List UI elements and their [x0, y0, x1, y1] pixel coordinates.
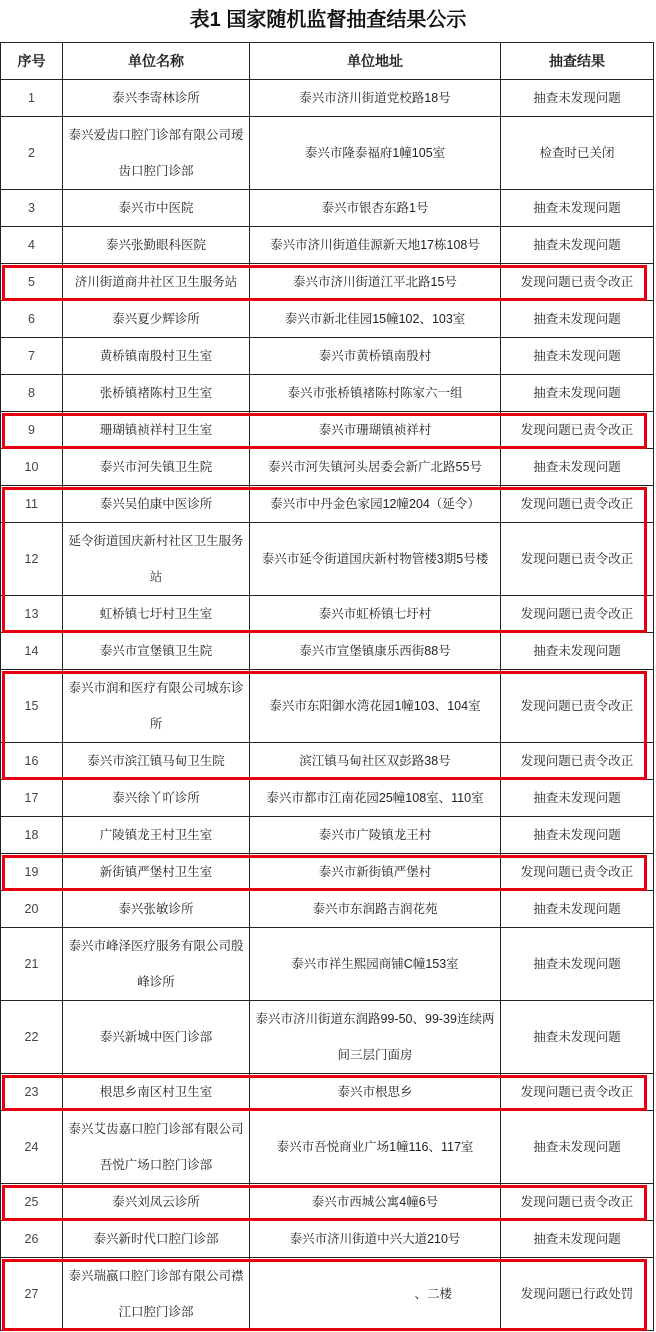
row-unit-address: 泰兴市吾悦商业广场1幢116、117室 — [250, 1111, 501, 1184]
row-result: 发现问题已责令改正 — [501, 412, 654, 449]
row-result: 检查时已关闭 — [501, 117, 654, 190]
table-row — [1, 227, 654, 264]
row-result: 抽查未发现问题 — [501, 1001, 654, 1074]
row-serial: 3 — [1, 190, 63, 227]
row-result: 发现问题已责令改正 — [501, 1074, 654, 1111]
row-unit-address: 泰兴市张桥镇褚陈村陈家六一组 — [250, 375, 501, 412]
row-result: 发现问题已责令改正 — [501, 854, 654, 891]
table-row — [1, 375, 654, 412]
table-row — [1, 1111, 654, 1184]
row-unit-name: 泰兴张敏诊所 — [63, 891, 250, 928]
row-unit-name: 延令街道国庆新村社区卫生服务站 — [63, 523, 250, 596]
table-row — [1, 412, 654, 449]
row-serial: 11 — [1, 486, 63, 523]
row-serial: 21 — [1, 928, 63, 1001]
row-serial: 18 — [1, 817, 63, 854]
table-row — [1, 80, 654, 117]
header-unit-address: 单位地址 — [250, 43, 501, 80]
row-unit-name: 泰兴徐丫吖诊所 — [63, 780, 250, 817]
row-result: 发现问题已责令改正 — [501, 1184, 654, 1221]
row-unit-name: 泰兴新城中医门诊部 — [63, 1001, 250, 1074]
table-header-row — [1, 43, 654, 80]
row-serial: 10 — [1, 449, 63, 486]
row-result: 抽查未发现问题 — [501, 1111, 654, 1184]
table-row — [1, 117, 654, 190]
table-row — [1, 817, 654, 854]
row-unit-address: 泰兴市新街镇严堡村 — [250, 854, 501, 891]
row-result: 抽查未发现问题 — [501, 928, 654, 1001]
row-serial: 5 — [1, 264, 63, 301]
row-serial: 22 — [1, 1001, 63, 1074]
row-unit-address: 泰兴市根思乡 — [250, 1074, 501, 1111]
header-result: 抽查结果 — [501, 43, 654, 80]
row-unit-address: 泰兴市广陵镇龙王村 — [250, 817, 501, 854]
table-row — [1, 523, 654, 596]
row-unit-name: 泰兴新时代口腔门诊部 — [63, 1221, 250, 1258]
row-serial: 25 — [1, 1184, 63, 1221]
table-row — [1, 743, 654, 780]
table-row — [1, 1221, 654, 1258]
row-unit-address: 泰兴市东阳御水湾花园1幢103、104室 — [250, 670, 501, 743]
row-unit-address: 泰兴市中丹金色家园12幢204（延令） — [250, 486, 501, 523]
table-row — [1, 670, 654, 743]
row-unit-name: 泰兴爱齿口腔门诊部有限公司瑷齿口腔门诊部 — [63, 117, 250, 190]
row-serial: 20 — [1, 891, 63, 928]
row-serial: 26 — [1, 1221, 63, 1258]
table-row — [1, 190, 654, 227]
row-serial: 9 — [1, 412, 63, 449]
table-row — [1, 449, 654, 486]
row-unit-name: 广陵镇龙王村卫生室 — [63, 817, 250, 854]
table-row — [1, 301, 654, 338]
row-result: 发现问题已责令改正 — [501, 264, 654, 301]
row-unit-name: 泰兴市滨江镇马甸卫生院 — [63, 743, 250, 780]
row-unit-address: 泰兴市虹桥镇七圩村 — [250, 596, 501, 633]
row-unit-address: 泰兴市济川街道中兴大道210号 — [250, 1221, 501, 1258]
row-result: 抽查未发现问题 — [501, 375, 654, 412]
row-result: 抽查未发现问题 — [501, 891, 654, 928]
table-row — [1, 264, 654, 301]
row-result: 抽查未发现问题 — [501, 633, 654, 670]
inspection-results-table — [0, 42, 654, 1331]
row-serial: 2 — [1, 117, 63, 190]
table-row — [1, 633, 654, 670]
row-result: 抽查未发现问题 — [501, 301, 654, 338]
row-unit-address: 泰兴市济川街道东润路99-50、99-39连续两间三层门面房 — [250, 1001, 501, 1074]
row-unit-address: 泰兴市济川街道佳源新天地17栋108号 — [250, 227, 501, 264]
table-row — [1, 780, 654, 817]
table-title: 表1 国家随机监督抽查结果公示 — [189, 9, 467, 31]
header-serial: 序号 — [1, 43, 63, 80]
row-result: 抽查未发现问题 — [501, 80, 654, 117]
row-serial: 27 — [1, 1258, 63, 1331]
row-serial: 15 — [1, 670, 63, 743]
table-row — [1, 486, 654, 523]
row-serial: 7 — [1, 338, 63, 375]
row-unit-name: 虹桥镇七圩村卫生室 — [63, 596, 250, 633]
row-result: 抽查未发现问题 — [501, 1221, 654, 1258]
row-unit-address: 泰兴市都市江南花园25幢108室、110室 — [250, 780, 501, 817]
row-unit-address: 泰兴市祥生熙园商铺C幢153室 — [250, 928, 501, 1001]
row-serial: 14 — [1, 633, 63, 670]
redaction-mask — [254, 1276, 400, 1328]
row-unit-name: 泰兴市中医院 — [63, 190, 250, 227]
row-result: 抽查未发现问题 — [501, 449, 654, 486]
row-result: 发现问题已行政处罚 — [501, 1258, 654, 1331]
row-unit-address: 泰兴市河失镇河头居委会新广北路55号 — [250, 449, 501, 486]
table-row — [1, 891, 654, 928]
row-unit-address: 泰兴市东润路吉润花苑 — [250, 891, 501, 928]
row-unit-address: 泰兴市西城公寓4幢6号 — [250, 1184, 501, 1221]
table-row — [1, 1001, 654, 1074]
table-row — [1, 928, 654, 1001]
row-result: 发现问题已责令改正 — [501, 486, 654, 523]
row-serial: 6 — [1, 301, 63, 338]
row-result: 抽查未发现问题 — [501, 780, 654, 817]
row-unit-address: 泰兴市延令街道国庆新村物管楼3期5号楼 — [250, 523, 501, 596]
row-unit-name: 泰兴市河失镇卫生院 — [63, 449, 250, 486]
row-unit-name: 济川街道商井社区卫生服务站 — [63, 264, 250, 301]
row-serial: 24 — [1, 1111, 63, 1184]
row-serial: 4 — [1, 227, 63, 264]
row-unit-name: 根思乡南区村卫生室 — [63, 1074, 250, 1111]
row-unit-name: 泰兴艾齿嘉口腔门诊部有限公司吾悦广场口腔门诊部 — [63, 1111, 250, 1184]
row-result: 发现问题已责令改正 — [501, 743, 654, 780]
row-result: 抽查未发现问题 — [501, 227, 654, 264]
row-result: 抽查未发现问题 — [501, 817, 654, 854]
row-serial: 12 — [1, 523, 63, 596]
row-serial: 17 — [1, 780, 63, 817]
row-unit-address: 泰兴市黄桥镇南殷村 — [250, 338, 501, 375]
table-row — [1, 596, 654, 633]
row-unit-name: 张桥镇褚陈村卫生室 — [63, 375, 250, 412]
row-unit-name: 泰兴市宣堡镇卫生院 — [63, 633, 250, 670]
row-unit-name: 珊瑚镇祯祥村卫生室 — [63, 412, 250, 449]
row-unit-name: 泰兴瑞嬴口腔门诊部有限公司襟江口腔门诊部 — [63, 1258, 250, 1331]
row-result: 抽查未发现问题 — [501, 190, 654, 227]
table-row — [1, 338, 654, 375]
row-unit-address: 泰兴市济川街道江平北路15号 — [250, 264, 501, 301]
row-unit-address: 泰兴市济川街道党校路18号 — [250, 80, 501, 117]
row-unit-address: 泰兴市珊瑚镇祯祥村 — [250, 412, 501, 449]
row-serial: 8 — [1, 375, 63, 412]
row-unit-address: 泰兴市宣堡镇康乐西街88号 — [250, 633, 501, 670]
table-row — [1, 1074, 654, 1111]
row-unit-name: 泰兴吴伯康中医诊所 — [63, 486, 250, 523]
row-result: 发现问题已责令改正 — [501, 670, 654, 743]
row-serial: 1 — [1, 80, 63, 117]
table-row — [1, 1184, 654, 1221]
row-unit-name: 黄桥镇南殷村卫生室 — [63, 338, 250, 375]
row-unit-name: 泰兴市润和医疗有限公司城东诊所 — [63, 670, 250, 743]
header-unit-name: 单位名称 — [63, 43, 250, 80]
row-serial: 19 — [1, 854, 63, 891]
table-row — [1, 854, 654, 891]
row-unit-name: 泰兴刘凤云诊所 — [63, 1184, 250, 1221]
row-unit-name: 泰兴市峰泽医疗服务有限公司殷峰诊所 — [63, 928, 250, 1001]
row-unit-name: 泰兴李寄林诊所 — [63, 80, 250, 117]
row-unit-address: 滨江镇马甸社区双彭路38号 — [250, 743, 501, 780]
row-result: 抽查未发现问题 — [501, 338, 654, 375]
row-unit-name: 泰兴张勤眼科医院 — [63, 227, 250, 264]
row-serial: 23 — [1, 1074, 63, 1111]
row-serial: 16 — [1, 743, 63, 780]
row-result: 发现问题已责令改正 — [501, 596, 654, 633]
row-unit-address: 泰兴市隆泰福府1幢105室 — [250, 117, 501, 190]
row-result: 发现问题已责令改正 — [501, 523, 654, 596]
row-serial: 13 — [1, 596, 63, 633]
row-unit-address: 泰兴市银杏东路1号 — [250, 190, 501, 227]
row-unit-address: 泰兴市新北佳园15幢102、103室 — [250, 301, 501, 338]
row-unit-name: 新街镇严堡村卫生室 — [63, 854, 250, 891]
row-unit-name: 泰兴夏少辉诊所 — [63, 301, 250, 338]
row-unit-address: 、二楼 — [250, 1258, 501, 1331]
